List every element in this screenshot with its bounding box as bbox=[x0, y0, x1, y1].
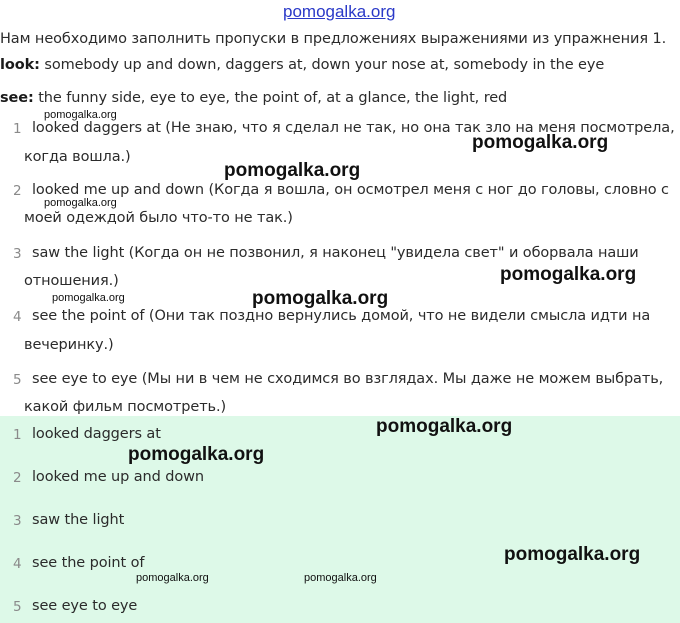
watermark: pomogalka.org bbox=[224, 160, 361, 181]
sentence-number: 5 bbox=[13, 372, 22, 388]
sentence-line: вечеринку.) bbox=[24, 337, 114, 353]
answer-number: 2 bbox=[13, 470, 22, 486]
watermark: pomogalka.org bbox=[136, 572, 209, 584]
look-items: somebody up and down, daggers at, down your nose at, somebody in the eye bbox=[44, 57, 605, 73]
watermark: pomogalka.org bbox=[44, 109, 117, 121]
header-logo-link[interactable]: pomogalka.org bbox=[283, 2, 396, 21]
watermark: pomogalka.org bbox=[472, 132, 609, 153]
answer-number: 3 bbox=[13, 513, 22, 529]
answer-item: see eye to eye bbox=[32, 598, 138, 614]
watermark: pomogalka.org bbox=[304, 572, 377, 584]
sentence-line: looked daggers at (Не знаю, что я сделал не так, но она так зло на меня посмотрела, bbox=[32, 120, 675, 136]
sentence-line: looked me up and down (Когда я вошла, он осмотрел меня с ног до головы, словно с bbox=[32, 182, 669, 198]
sentence-line: какой фильм посмотреть.) bbox=[24, 399, 227, 415]
watermark: pomogalka.org bbox=[52, 292, 125, 304]
sentence-line: когда вошла.) bbox=[24, 149, 131, 165]
watermark: pomogalka.org bbox=[376, 416, 513, 437]
sentence-number: 4 bbox=[13, 309, 22, 325]
answer-item: see the point of bbox=[32, 555, 145, 571]
watermark: pomogalka.org bbox=[504, 544, 641, 565]
answer-item: looked daggers at bbox=[32, 426, 161, 442]
sentence-number: 2 bbox=[13, 183, 22, 199]
sentence-line: see the point of (Они так поздно вернулись домой, что не видели смысла идти на bbox=[32, 308, 651, 324]
sentence-line: отношения.) bbox=[24, 273, 119, 289]
sentence-number: 3 bbox=[13, 246, 22, 262]
look-key: look: bbox=[0, 57, 40, 73]
see-row bbox=[0, 90, 507, 106]
see-items: the funny side, eye to eye, the point of, at a glance, the light, red bbox=[38, 90, 508, 106]
sentence-line: моей одеждой было что-то не так.) bbox=[24, 210, 293, 226]
sentence-number: 1 bbox=[13, 121, 22, 137]
sentence-line: see eye to eye (Мы ни в чем не сходимся во взглядах. Мы даже не можем выбрать, bbox=[32, 371, 664, 387]
answer-number: 1 bbox=[13, 427, 22, 443]
answer-number: 4 bbox=[13, 556, 22, 572]
intro-text: Нам необходимо заполнить пропуски в предложениях выражениями из упражнения 1. bbox=[0, 31, 667, 47]
watermark: pomogalka.org bbox=[44, 197, 117, 209]
answer-item: looked me up and down bbox=[32, 469, 204, 485]
answer-item: saw the light bbox=[32, 512, 125, 528]
answer-number: 5 bbox=[13, 599, 22, 615]
sentence-line: saw the light (Когда он не позвонил, я наконец "увидела свет" и оборвала наши bbox=[32, 245, 639, 261]
watermark: pomogalka.org bbox=[128, 444, 265, 465]
watermark: pomogalka.org bbox=[252, 288, 389, 309]
look-row bbox=[0, 57, 604, 73]
see-key: see: bbox=[0, 90, 34, 106]
watermark: pomogalka.org bbox=[500, 264, 637, 285]
